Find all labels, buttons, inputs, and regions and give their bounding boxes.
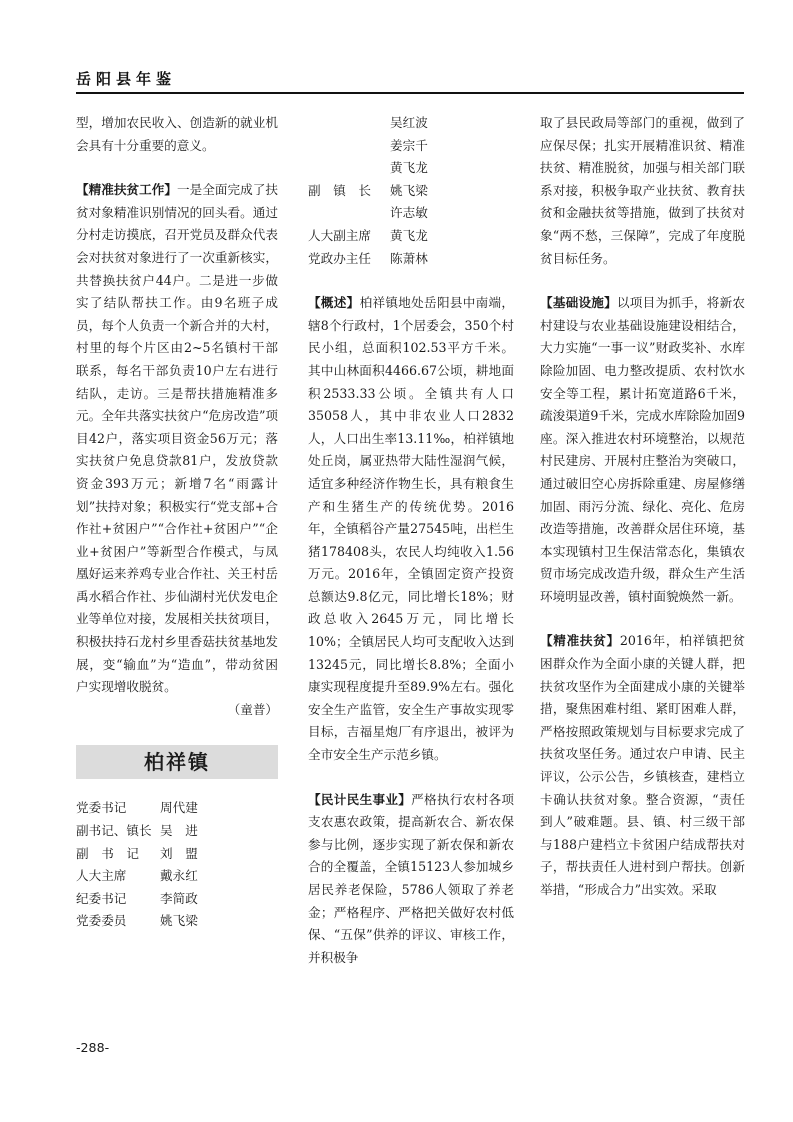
staff-row <box>308 225 514 248</box>
column-right <box>540 112 745 902</box>
staff-role: 人大副主席 <box>308 227 371 243</box>
section-livelihood <box>308 789 514 970</box>
column-left <box>76 112 278 933</box>
section-overview <box>308 292 514 766</box>
section-body: 严格执行农村各项支农惠农政策，提高新农合、新农保参与比例，逐步实现了新农保和新农合的全覆盖，全镇15123人参加城乡居民养老保险，5786人领取了养老金；严格程序、严格把关做好农村低保、“五保”供养的评议、审核工作，并积极争 <box>308 791 515 965</box>
staff-name: 戴永红 <box>160 868 198 884</box>
staff-name: 吴 进 <box>160 823 198 839</box>
staff-name: 姚飞梁 <box>160 913 198 929</box>
staff-row <box>76 820 278 843</box>
staff-list <box>76 797 278 933</box>
staff-role: 党委委员 <box>76 913 127 929</box>
staff-role: 党委书记 <box>76 800 127 816</box>
staff-row <box>308 112 514 135</box>
staff-role: 副书记、镇长 <box>76 823 152 839</box>
livelihood-continued: 取了县民政局等部门的重视，做到了应保尽保；扎实开展精准识贫、精准扶贫、精准脱贫，加强与相关部门联系对接，积极争取产业扶贫、教育扶贫和金融扶贫等措施，做到了扶贫对象“两不愁，三保障”，完成了年度脱贫目标任务。 <box>540 115 745 266</box>
section-heading: 【概述】 <box>308 295 360 311</box>
section-body: 一是全面完成了扶贫对象精准识别情况的回头看。通过分村走访摸底，召开党员及群众代表会对扶贫对象进行了一次重新核实，共替换扶贫户44户。二是进一步做实了结队帮扶工作。由9名班子成员，每个人负责一个新合并的大村，村里的每个片区由2~5名镇村干部联系，每名干部负责10户左右进行结队，走访。三是帮扶措施精准多元。全年共落实扶贫户“危房改造”项目42户，落实项目资金56万元；落实扶贫户免息贷款81户，发放贷款资金393万元；新增7名“雨露计划”扶持对象；积极实行“党支部+合作社+贫困户”“合作社+贫困户”“企业+贫困户”等新型合作模式，与凤凰好运来养鸡专业合作社、关王村岳禹水稻合作社、步仙湖村光伏发电企业等单位对接，发展相关扶贫项目，积极扶持石龙村乡里香菇扶贫基地发展，变“输血”为“造血”，带动贫困户实现增收脱贫。 <box>76 182 279 695</box>
section-heading: 【基础设施】 <box>540 295 617 311</box>
header-rule <box>76 92 744 94</box>
staff-name: 陈萧林 <box>390 250 428 266</box>
staff-row <box>76 888 278 911</box>
staff-role <box>308 157 390 180</box>
staff-name: 姚飞梁 <box>390 182 428 198</box>
yearbook-title: 岳阳县年鉴 <box>76 70 177 88</box>
staff-name: 周代建 <box>160 800 198 816</box>
staff-row <box>76 910 278 933</box>
staff-row <box>308 202 514 225</box>
staff-role: 纪委书记 <box>76 890 127 906</box>
section-precise-poverty-work <box>76 179 278 699</box>
staff-role: 党政办主任 <box>308 250 371 266</box>
section-body: 2016年，柏祥镇把贫困群众作为全面小康的关键人群，把扶贫攻坚作为全面建成小康的关键举措，聚焦困难村组、紧盯困难人群，严格按照政策规划与目标要求完成了扶贫攻坚任务。通过农户申请、民主评议，公示公告，乡镇核查，建档立卡确认扶贫对象。整合资源，“责任到人”破难题。县、镇、村三级干部与188户建档立卡贫困户结成帮扶对子，帮扶责任人进村到户帮扶。创新举措，“形成合力”出实效。采取 <box>540 633 745 897</box>
intro-paragraph-tail: 型，增加农民收入、创造新的就业机会具有十分重要的意义。 <box>76 115 278 153</box>
staff-role: 副 镇 长 <box>308 182 371 198</box>
staff-role <box>308 112 390 135</box>
section-body: 以项目为抓手，将新农村建设与农业基础设施建设相结合，大力实施“一事一议”财政奖补、水库除险加固、电力整改提质、农村饮水安全等工程，累计拓宽道路6千米，疏浚渠道9千米，完成水库除险加固9座。深入推进农村环境整治，以规范村民建房、开展村庄整治为突破口，通过破旧空心房拆除重建、房屋修缮加固、雨污分流、绿化、亮化、危房改造等措施，改善群众居住环境，基本实现镇村卫生保洁常态化，集镇农贸市场完成改造升级，群众生产生活环境明显改善，镇村面貌焕然一新。 <box>540 295 746 604</box>
column-middle <box>308 112 514 969</box>
staff-name: 姜宗千 <box>390 137 428 153</box>
staff-row <box>76 843 278 866</box>
staff-row <box>308 180 514 203</box>
staff-row <box>308 157 514 180</box>
staff-role <box>308 135 390 158</box>
page-number: -288- <box>76 1040 110 1055</box>
staff-role: 人大主席 <box>76 868 127 884</box>
staff-name: 黄飞龙 <box>390 227 428 243</box>
section-heading: 【精准扶贫】 <box>540 633 620 649</box>
section-infrastructure <box>540 292 745 608</box>
staff-name: 黄飞龙 <box>390 160 428 176</box>
staff-role: 副 书 记 <box>76 845 139 861</box>
section-body: 柏祥镇地处岳阳县中南端，辖8个行政村，1个居委会，350个村民小组，总面积102.53平方千米。其中山林面积4466.67公顷，耕地面积2533.33公顷。全镇共有人口35058人，其中非农业人口2832人，人口出生率13.11‰，柏祥镇地处丘岗，属亚热带大陆性湿润气候，适宜多种经济作物生长，具有粮食生产和生猪生产的传统优势。2016年，全镇稻谷产量27545吨，出栏生猪178408头，农民人均纯收入1.56万元。2016年，全镇固定资产投资总额达9.8亿元，同比增长18%；财政总收入2645万元，同比增长10%；全镇居民人均可支配收入达到13245元，同比增长8.8%；全面小康实现程度提升至89.9%左右。强化安全生产监管，安全生产事故实现零目标，吉福星炮厂有序退出，被评为全市安全生产示范乡镇。 <box>308 295 515 763</box>
staff-name: 刘 盟 <box>160 845 198 861</box>
staff-name: 吴红波 <box>390 115 428 130</box>
staff-row <box>76 865 278 888</box>
staff-row <box>76 797 278 820</box>
staff-row <box>308 135 514 158</box>
staff-row <box>308 248 514 271</box>
staff-name: 许志敏 <box>390 205 428 221</box>
staff-name: 李简政 <box>160 890 198 906</box>
town-heading: 柏祥镇 <box>76 745 278 779</box>
section-precise-poverty <box>540 630 745 901</box>
section-heading: 【民计民生事业】 <box>308 791 412 807</box>
section-heading: 【精准扶贫工作】 <box>76 182 178 198</box>
staff-role <box>308 202 390 225</box>
author-credit: （童普） <box>227 701 278 717</box>
staff-list-continued <box>308 112 514 270</box>
